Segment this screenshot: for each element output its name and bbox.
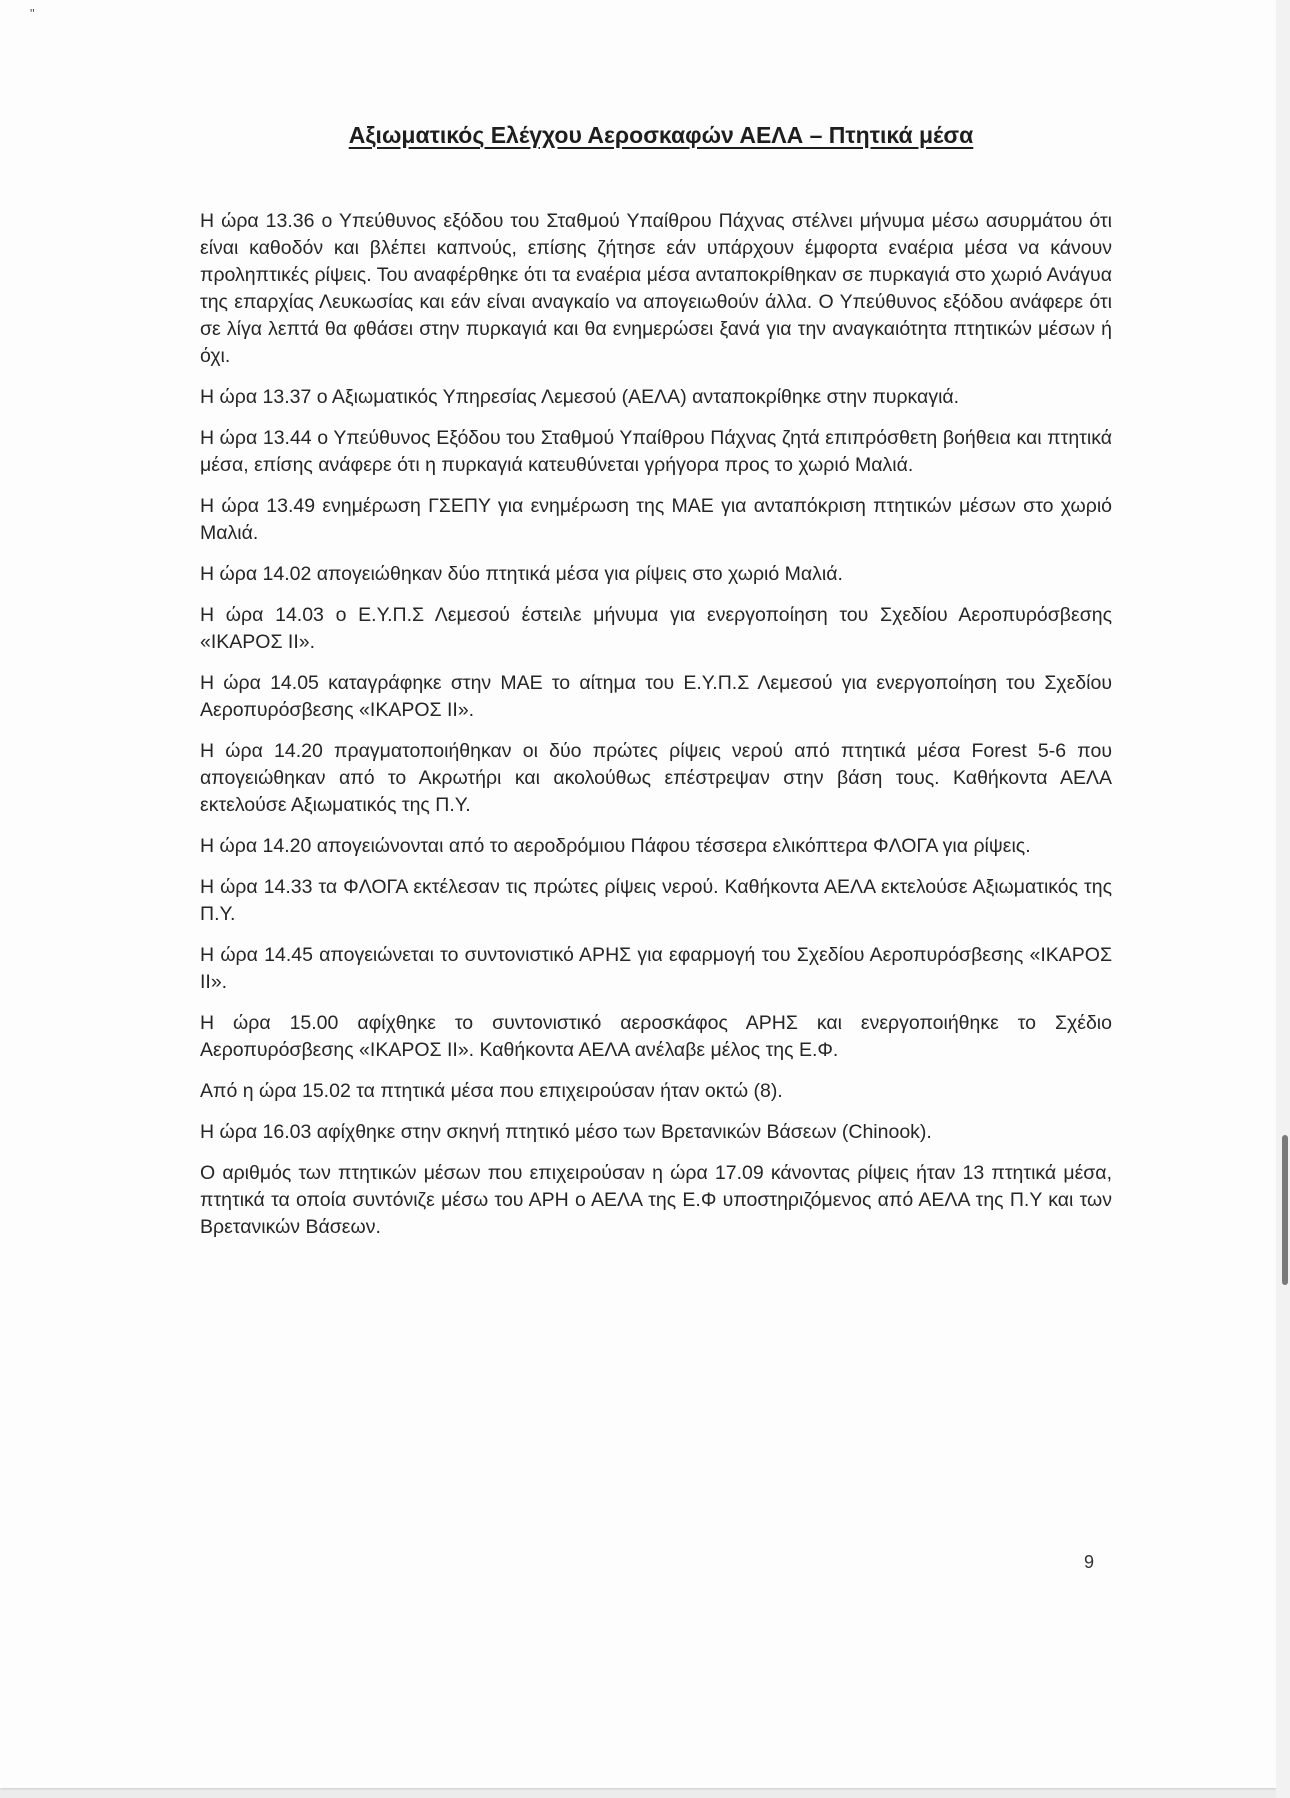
paragraph: Η ώρα 13.49 ενημέρωση ΓΣΕΠΥ για ενημέρωση της ΜΑΕ για ανταπόκριση πτητικών μέσων στο χωριό Μαλιά. [200,495,1112,544]
paragraph: Η ώρα 14.45 απογειώνεται το συντονιστικό ΑΡΗΣ για εφαρμογή του Σχεδίου Αεροπυρόσβεσης «ΙΚΑΡΟΣ ΙΙ». [200,944,1112,993]
paragraph: Η ώρα 14.02 απογειώθηκαν δύο πτητικά μέσα για ρίψεις στο χωριό Μαλιά. [200,563,843,585]
paragraph: Η ώρα 13.44 ο Υπεύθυνος Εξόδου του Σταθμού Υπαίθρου Πάχνας ζητά επιπρόσθετη βοήθεια και πτητικά μέσα, επίσης ανάφερε ότι η πυρκαγιά κατευθύνεται γρήγορα προς το χωριό Μαλιά. [200,427,1112,476]
page-title: Αξιωματικός Ελέγχου Αεροσκαφών ΑΕΛΑ – Πτητικά μέσα [348,122,974,148]
paragraph: Η ώρα 14.05 καταγράφηκε στην ΜΑΕ το αίτημα του Ε.Υ.Π.Σ Λεμεσού για ενεργοποίηση του Σχεδίου Αεροπυρόσβεσης «ΙΚΑΡΟΣ ΙΙ». [200,672,1112,721]
paragraph: Η ώρα 14.20 πραγματοποιήθηκαν οι δύο πρώτες ρίψεις νερού από πτητικά μέσα Forest 5-6 που απογειώθηκαν από το Ακρωτήρι και ακολούθως επέστρεψαν στην βάση τους. Καθήκοντα ΑΕΛΑ εκτελούσε Αξιωματικός της Π.Υ. [200,740,1112,816]
page-number: 9 [1084,1552,1095,1572]
paragraph: Ο αριθμός των πτητικών μέσων που επιχειρούσαν η ώρα 17.09 κάνοντας ρίψεις ήταν 13 πτητικά μέσα, πτητικά τα οποία συντόνιζε μέσω του ΑΡΗ ο ΑΕΛΑ της Ε.Φ υποστηριζόμενος από ΑΕΛΑ της Π.Υ και των Βρετανικών Βάσεων. [200,1162,1112,1238]
paragraph: Η ώρα 13.36 ο Υπεύθυνος εξόδου του Σταθμού Υπαίθρου Πάχνας στέλνει μήνυμα μέσω ασυρμάτου ότι είναι καθοδόν και βλέπει καπνούς, επίσης ζήτησε εάν υπάρχουν έμφορτα εναέρια μέσα να κάνουν προληπτικές ρίψεις. Του αναφέρθηκε ότι τα εναέρια μέσα ανταποκρίθηκαν σε πυρκαγιά στο χωριό Ανάγυα της επαρχίας Λευκωσίας και εάν είναι αναγκαίο να απογειωθούν άλλα. Ο Υπεύθυνος εξόδου ανάφερε ότι σε λίγα λεπτά θα φθάσει στην πυρκαγιά και θα ενημερώσει ξανά για την αναγκαιότητα πτητικών μέσων ή όχι. [200,210,1112,367]
paragraph: Από η ώρα 15.02 τα πτητικά μέσα που επιχειρούσαν ήταν οκτώ (8). [200,1080,783,1102]
paragraph: Η ώρα 15.00 αφίχθηκε το συντονιστικό αεροσκάφος ΑΡΗΣ και ενεργοποιήθηκε το Σχέδιο Αεροπυρόσβεσης «ΙΚΑΡΟΣ ΙΙ». Καθήκοντα ΑΕΛΑ ανέλαβε μέλος της Ε.Φ. [200,1012,1112,1061]
scrollbar-thumb[interactable] [1282,1135,1288,1285]
document-body [200,208,1112,1255]
paragraph: Η ώρα 16.03 αφίχθηκε στην σκηνή πτητικό μέσο των Βρετανικών Βάσεων (Chinook). [200,1121,932,1143]
paragraph: Η ώρα 13.37 ο Αξιωματικός Υπηρεσίας Λεμεσού (ΑΕΛΑ) ανταποκρίθηκε στην πυρκαγιά. [200,386,960,408]
corner-mark: " [30,6,35,21]
paragraph: Η ώρα 14.03 ο Ε.Υ.Π.Σ Λεμεσού έστειλε μήνυμα για ενεργοποίηση του Σχεδίου Αεροπυρόσβεσης «ΙΚΑΡΟΣ ΙΙ». [200,604,1112,653]
paragraph: Η ώρα 14.20 απογειώνονται από το αεροδρόμιου Πάφου τέσσερα ελικόπτερα ΦΛΟΓΑ για ρίψεις. [200,835,1031,857]
paragraph: Η ώρα 14.33 τα ΦΛΟΓΑ εκτέλεσαν τις πρώτες ρίψεις νερού. Καθήκοντα ΑΕΛΑ εκτελούσε Αξιωματικός της Π.Υ. [200,876,1112,925]
vertical-scrollbar[interactable] [1276,0,1290,1798]
